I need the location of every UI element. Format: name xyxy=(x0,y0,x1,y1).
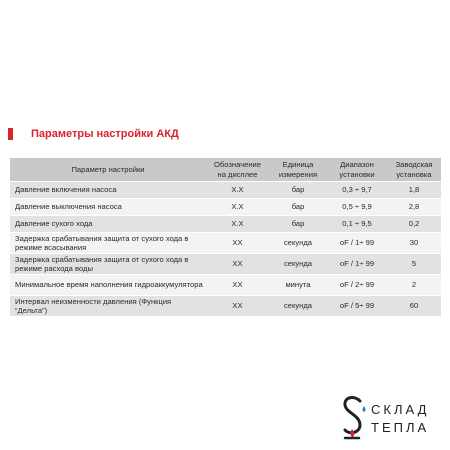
row-display: X.X xyxy=(206,216,269,233)
header-unit: Единица измерения xyxy=(269,158,327,182)
section-heading xyxy=(8,128,179,140)
sklad-tepla-logo xyxy=(340,393,445,443)
row-display: X.X xyxy=(206,199,269,216)
row-display: XX xyxy=(206,275,269,296)
row-factory: 1,8 xyxy=(387,182,441,199)
row-unit: бар xyxy=(269,199,327,216)
row-range: 0,5 ÷ 9,9 xyxy=(327,199,387,216)
row-factory: 30 xyxy=(387,233,441,254)
table-row xyxy=(10,296,441,317)
table-header-row xyxy=(10,158,441,182)
header-range: Диапазон установки xyxy=(327,158,387,182)
section-title: Параметры настройки АКД xyxy=(31,128,179,140)
row-factory: 60 xyxy=(387,296,441,317)
row-name: Давление сухого хода xyxy=(10,216,206,233)
table-row xyxy=(10,254,441,275)
row-range: 0,3 ÷ 9,7 xyxy=(327,182,387,199)
row-name: Давление включения насоса xyxy=(10,182,206,199)
parameters-table xyxy=(10,157,441,316)
row-display: XX xyxy=(206,296,269,317)
row-unit: минута xyxy=(269,275,327,296)
row-display: X.X xyxy=(206,182,269,199)
table-row xyxy=(10,275,441,296)
table-row xyxy=(10,233,441,254)
logo-mark-icon xyxy=(340,393,370,443)
row-display: XX xyxy=(206,254,269,275)
row-factory: 2,8 xyxy=(387,199,441,216)
heading-marker xyxy=(8,128,13,140)
row-display: XX xyxy=(206,233,269,254)
water-drop-icon xyxy=(363,406,366,412)
row-name: Минимальное время наполнения гидроаккумулятора xyxy=(10,275,206,296)
table-row xyxy=(10,199,441,216)
logo-line1: СКЛАД xyxy=(371,402,430,417)
flame-icon xyxy=(350,429,354,437)
row-range: oF / 1÷ 99 xyxy=(327,254,387,275)
table-row xyxy=(10,216,441,233)
header-display: Обозначение на дисплее xyxy=(206,158,269,182)
logo-line2: ТЕПЛА xyxy=(371,420,430,435)
row-range: oF / 1÷ 99 xyxy=(327,233,387,254)
row-name: Задержка срабатывания защита от сухого хода в режиме всасывания xyxy=(10,233,206,254)
row-factory: 5 xyxy=(387,254,441,275)
row-range: 0,1 ÷ 9,5 xyxy=(327,216,387,233)
row-unit: секунда xyxy=(269,296,327,317)
row-unit: секунда xyxy=(269,254,327,275)
row-name: Давление выключения насоса xyxy=(10,199,206,216)
row-unit: бар xyxy=(269,216,327,233)
row-range: oF / 2÷ 99 xyxy=(327,275,387,296)
row-factory: 0,2 xyxy=(387,216,441,233)
header-param: Параметр настройки xyxy=(10,158,206,182)
row-name: Задержка срабатывания защита от сухого хода в режиме расхода воды xyxy=(10,254,206,275)
row-unit: бар xyxy=(269,182,327,199)
table-row xyxy=(10,182,441,199)
row-range: oF / 5÷ 99 xyxy=(327,296,387,317)
row-factory: 2 xyxy=(387,275,441,296)
header-factory: Заводская установка xyxy=(387,158,441,182)
row-name: Интервал неизменности давления (Функция “Дельта”) xyxy=(10,296,206,317)
row-unit: секунда xyxy=(269,233,327,254)
